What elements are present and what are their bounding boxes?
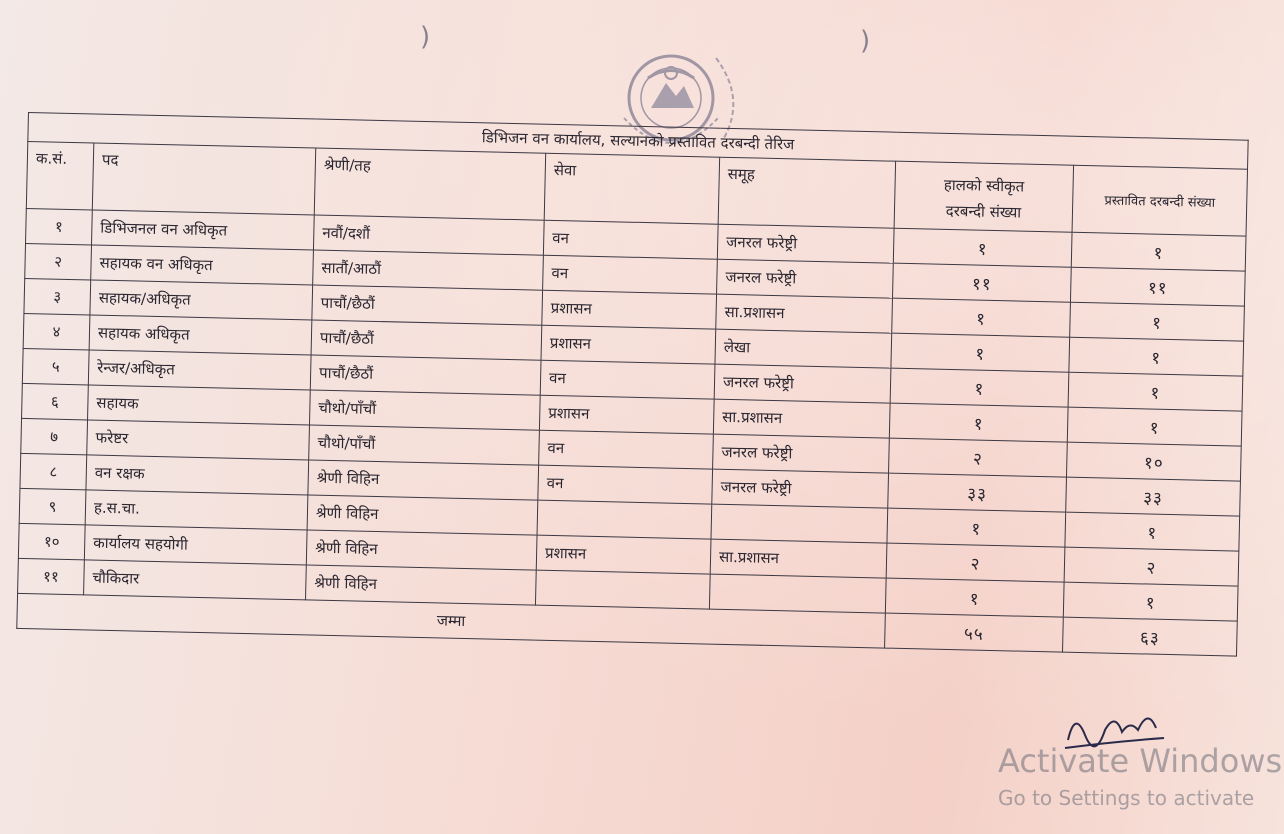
cell-proposed: १ <box>1069 337 1244 376</box>
total-current: ५५ <box>885 613 1064 652</box>
cell-sn: ८ <box>20 453 87 489</box>
staffing-table-container <box>16 112 1259 657</box>
cell-current: २ <box>889 438 1068 477</box>
paper-mark: ) <box>420 22 431 52</box>
cell-current: १ <box>885 578 1064 617</box>
cell-level: श्रेणी विहिन <box>306 530 537 570</box>
cell-proposed: ११ <box>1070 267 1245 306</box>
cell-service: वन <box>539 430 714 469</box>
cell-post: फरेष्टर <box>87 420 310 460</box>
cell-proposed: २ <box>1064 547 1239 586</box>
cell-current: १ <box>892 298 1071 337</box>
cell-post: रेन्जर/अधिकृत <box>88 350 311 390</box>
cell-group: सा.प्रशासन <box>716 294 893 333</box>
activation-watermark <box>998 742 1282 810</box>
cell-sn: ५ <box>22 348 89 384</box>
staffing-table <box>16 112 1248 657</box>
cell-current: १ <box>891 333 1070 372</box>
cell-post: सहायक <box>88 385 311 425</box>
cell-sn: ७ <box>21 418 88 454</box>
cell-current: १ <box>890 368 1069 407</box>
cell-proposed: १ <box>1068 372 1243 411</box>
cell-service: वन <box>540 360 715 399</box>
header-current <box>894 161 1073 232</box>
header-sn: क.सं. <box>26 142 94 210</box>
cell-group <box>709 574 886 613</box>
cell-post: कार्यालय सहयोगी <box>84 525 307 565</box>
cell-group <box>711 504 888 543</box>
cell-sn: ९ <box>19 488 86 524</box>
header-service: सेवा <box>544 153 719 224</box>
cell-current: १ <box>887 508 1066 547</box>
cell-level: श्रेणी विहिन <box>306 565 537 605</box>
cell-service: प्रशासन <box>542 290 717 329</box>
cell-sn: ६ <box>22 383 89 419</box>
watermark-line2: Go to Settings to activate <box>998 786 1255 810</box>
cell-service: वन <box>543 220 718 259</box>
cell-post: ह.स.चा. <box>85 490 308 530</box>
cell-proposed: १ <box>1065 512 1240 551</box>
header-post: पद <box>92 143 315 215</box>
cell-service <box>537 500 712 539</box>
cell-level: पाचौं/छैठौं <box>310 355 541 395</box>
cell-current: २ <box>886 543 1065 582</box>
cell-proposed: १ <box>1067 407 1242 446</box>
header-current-line1: हालको स्वीकृत <box>943 175 1025 196</box>
cell-level: पाचौं/छैठौं <box>312 285 543 325</box>
cell-current: १ <box>893 228 1072 267</box>
cell-group: जनरल फरेष्ट्री <box>714 364 891 403</box>
cell-group: लेखा <box>715 329 892 368</box>
cell-proposed: १ <box>1063 582 1238 621</box>
cell-post: सहायक/अधिकृत <box>90 280 313 320</box>
cell-level: सातौं/आठौं <box>313 250 544 290</box>
cell-service: प्रशासन <box>539 395 714 434</box>
cell-level: चौथो/पाँचौं <box>309 425 540 465</box>
cell-service: प्रशासन <box>541 325 716 364</box>
cell-proposed: १० <box>1066 442 1241 481</box>
total-label: जम्मा <box>17 593 886 648</box>
cell-proposed: १ <box>1070 302 1245 341</box>
paper-mark: ) <box>860 26 871 56</box>
cell-sn: १ <box>26 208 93 244</box>
cell-service: वन <box>538 465 713 504</box>
cell-group: जनरल फरेष्ट्री <box>713 434 890 473</box>
watermark-line1: Activate Windows <box>998 742 1283 780</box>
cell-sn: ३ <box>24 278 91 314</box>
cell-sn: १० <box>18 523 85 559</box>
cell-post: चौकिदार <box>84 560 307 600</box>
header-current-line2: दरबन्दी संख्या <box>945 201 1022 222</box>
cell-post: वन रक्षक <box>86 455 309 495</box>
cell-group: जनरल फरेष्ट्री <box>712 469 889 508</box>
cell-current: १ <box>889 403 1068 442</box>
cell-sn: ४ <box>23 313 90 349</box>
cell-group: सा.प्रशासन <box>710 539 887 578</box>
header-proposed: प्रस्तावित दरबन्दी संख्या <box>1072 165 1248 236</box>
cell-level: चौथो/पाँचौं <box>309 390 540 430</box>
total-proposed: ६३ <box>1063 617 1238 656</box>
cell-sn: २ <box>25 243 92 279</box>
table-title: डिभिजन वन कार्यालय, सल्यानको प्रस्तावित दरबन्दी तेरिज <box>28 113 1248 170</box>
cell-post: डिभिजनल वन अधिकृत <box>91 210 314 250</box>
cell-group: जनरल फरेष्ट्री <box>717 224 894 263</box>
cell-post: सहायक वन अधिकृत <box>91 245 314 285</box>
cell-level: पाचौं/छैठौं <box>311 320 542 360</box>
cell-level: श्रेणी विहिन <box>307 495 538 535</box>
cell-proposed: ३३ <box>1066 477 1241 516</box>
cell-level: नवौं/दशौं <box>313 215 544 255</box>
header-level: श्रेणी/तह <box>314 148 545 220</box>
cell-current: ११ <box>892 263 1071 302</box>
cell-sn: ११ <box>18 558 85 594</box>
cell-service: वन <box>543 255 718 294</box>
cell-level: श्रेणी विहिन <box>308 460 539 500</box>
cell-service <box>535 570 710 609</box>
cell-group: जनरल फरेष्ट्री <box>717 259 894 298</box>
cell-post: सहायक अधिकृत <box>89 315 312 355</box>
header-group: समूह <box>718 157 895 228</box>
cell-group: सा.प्रशासन <box>713 399 890 438</box>
cell-service: प्रशासन <box>536 535 711 574</box>
cell-proposed: १ <box>1071 232 1246 271</box>
cell-current: ३३ <box>888 473 1067 512</box>
